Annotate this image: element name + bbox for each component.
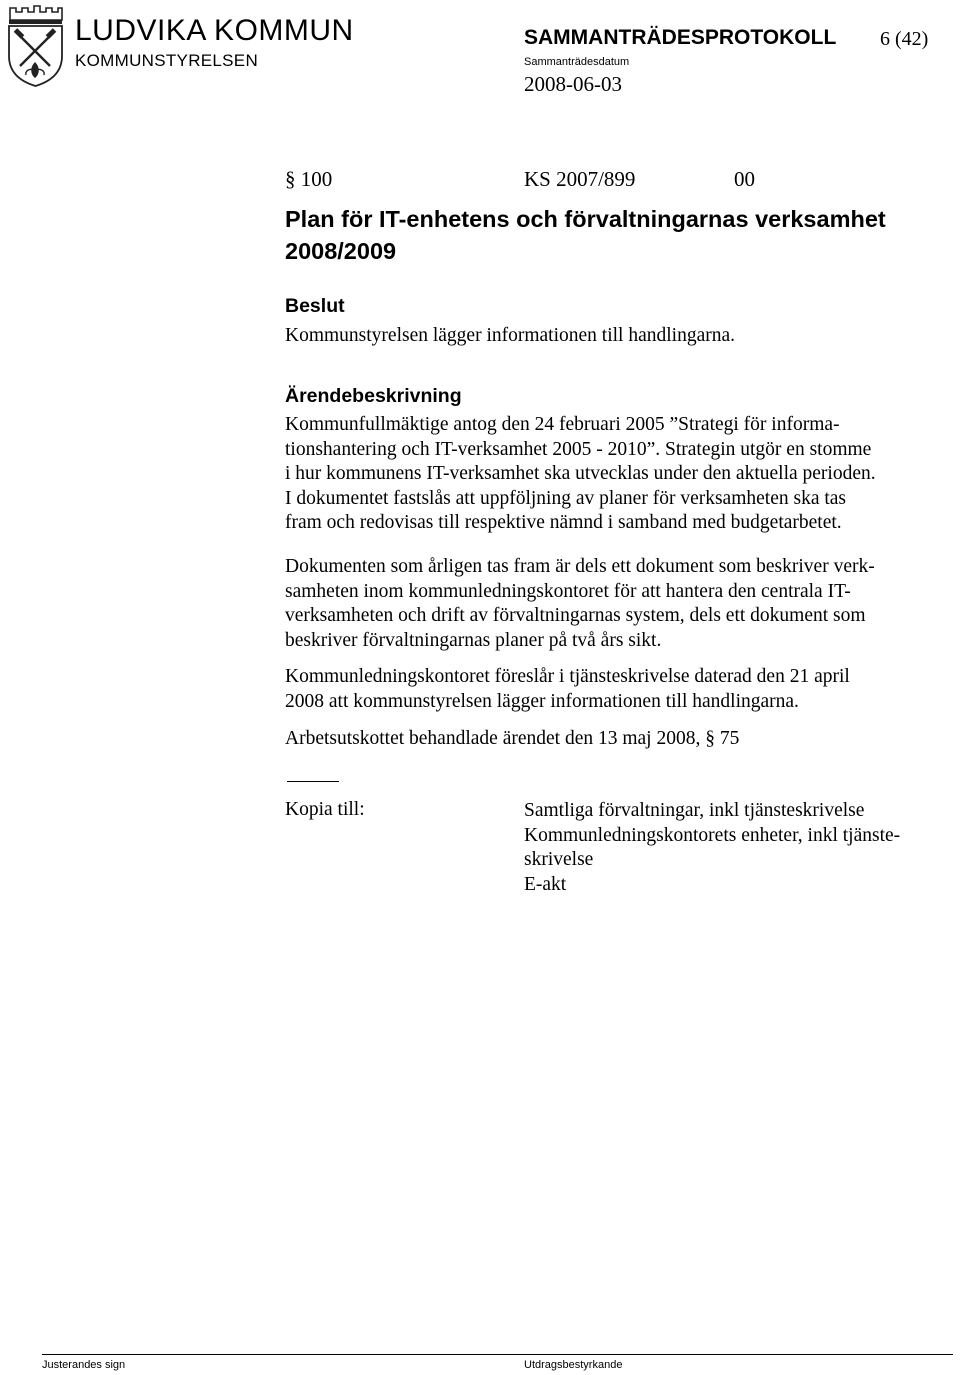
- copy-recipient: Kommunledningskontorets enheter, inkl tjänste-: [524, 824, 901, 846]
- text-line: Dokumenten som årligen tas fram är dels ett dokument som beskriver verk-: [285, 556, 875, 577]
- separator-rule: [287, 781, 339, 782]
- description-paragraph: [285, 413, 876, 536]
- department-name: KOMMUNSTYRELSEN: [75, 51, 259, 70]
- text-line: fram och redovisas till respektive nämnd i samband med budgetarbetet.: [285, 512, 842, 533]
- text-line: verksamheten och drift av förvaltningarnas system, dels ett dokument som: [285, 605, 866, 626]
- section-number: § 100: [285, 167, 333, 191]
- page-number: 6 (42): [880, 28, 929, 50]
- decision-text: Kommunstyrelsen lägger informationen till handlingarna.: [285, 325, 736, 346]
- copy-recipient: E-akt: [524, 873, 567, 895]
- copy-to-list: [524, 799, 900, 897]
- description-paragraph: [285, 727, 739, 752]
- organization-name: LUDVIKA KOMMUN: [75, 14, 354, 47]
- document-type: SAMMANTRÄDESPROTOKOLL: [524, 26, 837, 49]
- extract-certification-label: Utdragsbestyrkande: [524, 1359, 623, 1371]
- case-title: [285, 203, 955, 267]
- description-paragraph: [285, 555, 875, 653]
- text-line: samheten inom kommunledningskontoret för att hantera den centrala IT-: [285, 580, 851, 602]
- text-line: I dokumentet fastslås att uppföljning av planer för verksamheten ska tas: [285, 487, 847, 509]
- text-line: 2008 att kommunstyrelsen lägger informationen till handlingarna.: [285, 690, 799, 712]
- copy-recipient: skrivelse: [524, 849, 594, 870]
- meeting-date: 2008-06-03: [524, 72, 622, 96]
- case-number: KS 2007/899: [524, 167, 636, 191]
- text-line: i hur kommunens IT-verksamhet ska utvecklas under den aktuella perioden.: [285, 463, 876, 484]
- case-title-line: 2008/2009: [285, 238, 397, 264]
- copy-to-label: Kopia till:: [285, 799, 365, 820]
- text-line: Arbetsutskottet behandlade ärendet den 13 maj 2008, § 75: [285, 728, 740, 749]
- description-paragraph: [285, 665, 850, 714]
- copy-recipient: Samtliga förvaltningar, inkl tjänsteskrivelse: [524, 800, 865, 821]
- text-line: beskriver förvaltningarnas planer på två års sikt.: [285, 629, 662, 651]
- decision-heading: Beslut: [285, 295, 345, 317]
- text-line: tionshantering och IT-verksamhet 2005 - 2010”. Strategin utgör en stomme: [285, 438, 872, 460]
- text-line: Kommunledningskontoret föreslår i tjänsteskrivelse daterad den 21 april: [285, 666, 850, 687]
- footer-rule: [42, 1354, 953, 1355]
- municipal-coat-of-arms-icon: [4, 4, 64, 88]
- text-line: Kommunfullmäktige antog den 24 februari 2005 ”Strategi för informa-: [285, 414, 840, 435]
- signature-label: Justerandes sign: [42, 1359, 126, 1371]
- date-label: Sammanträdesdatum: [524, 56, 630, 68]
- case-code: 00: [734, 167, 755, 191]
- case-title-line: Plan för IT-enhetens och förvaltningarnas verksamhet: [285, 206, 886, 232]
- description-heading: Ärendebeskrivning: [285, 385, 462, 407]
